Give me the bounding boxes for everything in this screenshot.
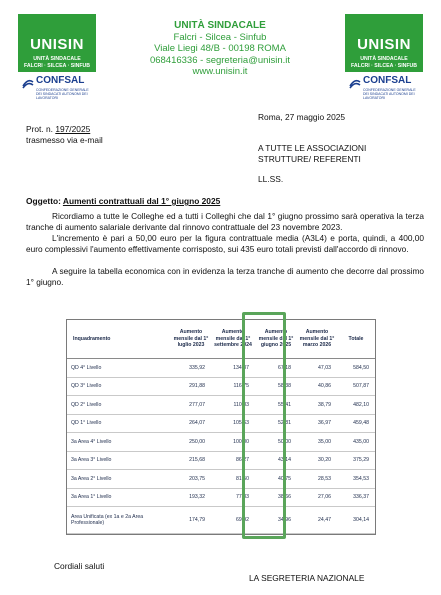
cell-value: 193,32 (171, 488, 211, 507)
confsal-tagline: CONFEDERAZIONE GENERALE DEI SINDACATI AUTONOMI DEI LAVORATORI (363, 88, 416, 100)
cell-value: 55,41 (255, 396, 297, 415)
cell-value: 203,75 (171, 470, 211, 489)
cell-value: 250,00 (171, 433, 211, 452)
cell-value: 277,07 (171, 396, 211, 415)
cell-value: 34,96 (255, 507, 297, 534)
cell-value: 100,00 (211, 433, 255, 452)
cell-value: 43,14 (255, 451, 297, 470)
confsal-swirl-icon (22, 77, 34, 89)
confsal-name: CONFSAL (36, 75, 85, 86)
confsal-swirl-icon (349, 77, 361, 89)
cell-value: 38,66 (255, 488, 297, 507)
logo-brand: UNISIN (357, 36, 411, 53)
table-header-row (67, 320, 375, 359)
cell-value: 335,92 (171, 359, 211, 378)
cell-value: 215,68 (171, 451, 211, 470)
cell-value: 28,53 (297, 470, 337, 489)
cell-value: 38,79 (297, 396, 337, 415)
cell-level: 3a Area 4° Livello (67, 433, 171, 452)
cell-value: 36,97 (297, 414, 337, 433)
letterhead-contacts: 068416336 - segreteria@unisin.it (149, 54, 291, 66)
recipient-line1: A TUTTE LE ASSOCIAZIONI (258, 143, 367, 153)
logo-line1: UNITÀ SINDACALE (360, 56, 408, 62)
cell-level: Area Unificata (ex 1a e 2a Area Professionale) (67, 507, 171, 534)
logo-line1: UNITÀ SINDACALE (33, 56, 81, 62)
table-row (67, 359, 375, 378)
cell-value: 81,50 (211, 470, 255, 489)
cell-value: 27,06 (297, 488, 337, 507)
header-inquadramento: Inquadramento (67, 320, 171, 359)
cell-total: 435,00 (337, 433, 375, 452)
table-row (67, 396, 375, 415)
cell-total: 584,50 (337, 359, 375, 378)
confsal-logo (345, 72, 423, 102)
table-row (67, 507, 375, 534)
recipient-line2: STRUTTURE/ REFERENTI (258, 154, 361, 164)
cell-value: 67,18 (255, 359, 297, 378)
letterhead-website: www.unisin.it (192, 66, 248, 77)
cell-value: 69,92 (211, 507, 255, 534)
subject-label: Oggetto: (26, 196, 61, 206)
cell-value: 291,88 (171, 377, 211, 396)
table-row (67, 433, 375, 452)
table-row (67, 377, 375, 396)
recipient-line3: LL.SS. (258, 174, 284, 184)
confsal-tagline: CONFEDERAZIONE GENERALE DEI SINDACATI AUTONOMI DEI LAVORATORI (36, 88, 89, 100)
cell-level: 3a Area 3° Livello (67, 451, 171, 470)
cell-value: 40,75 (255, 470, 297, 489)
closing-greeting: Cordiali saluti (54, 561, 105, 571)
cell-level: QD 1° Livello (67, 414, 171, 433)
cell-total: 507,87 (337, 377, 375, 396)
cell-level: QD 3° Livello (67, 377, 171, 396)
cell-level: 3a Area 1° Livello (67, 488, 171, 507)
cell-value: 40,86 (297, 377, 337, 396)
letterhead-title: UNITÀ SINDACALE (174, 20, 266, 31)
table-row (67, 488, 375, 507)
cell-value: 52,81 (255, 414, 297, 433)
cell-total: 459,48 (337, 414, 375, 433)
confsal-logo (18, 72, 96, 102)
cell-value: 264,07 (171, 414, 211, 433)
cell-value: 58,38 (255, 377, 297, 396)
logo-line2: FALCRI · SILCEA · SINFUB (23, 63, 91, 69)
header-marzo-2026: Aumento mensile dal 1° marzo 2026 (297, 320, 337, 359)
letterhead-address: Viale Liegi 48/B - 00198 ROMA (154, 43, 286, 54)
confsal-name: CONFSAL (363, 75, 412, 86)
cell-value: 116,75 (211, 377, 255, 396)
cell-total: 304,14 (337, 507, 375, 534)
salary-table-grid (67, 320, 375, 534)
cell-level: 3a Area 2° Livello (67, 470, 171, 489)
logo-line2: FALCRI · SILCEA · SINFUB (350, 63, 418, 69)
cell-value: 30,20 (297, 451, 337, 470)
protocol-number: 197/2025 (55, 124, 91, 134)
cell-value: 174,79 (171, 507, 211, 534)
cell-total: 354,53 (337, 470, 375, 489)
unisin-logo-left (18, 14, 96, 102)
cell-value: 35,00 (297, 433, 337, 452)
cell-value: 50,00 (255, 433, 297, 452)
protocol-label: Prot. n. (26, 124, 53, 134)
salary-table (66, 319, 376, 535)
table-row (67, 414, 375, 433)
subject-text: Aumenti contrattuali dal 1° giugno 2025 (62, 196, 221, 206)
logo-brand: UNISIN (30, 36, 84, 53)
cell-total: 482,10 (337, 396, 375, 415)
header-luglio-2023: Aumento mensile dal 1° luglio 2023 (171, 320, 211, 359)
table-row (67, 470, 375, 489)
protocol-line (26, 124, 90, 135)
signature: LA SEGRETERIA NAZIONALE (249, 573, 365, 583)
letterhead-line1: Falcri - Silcea - Sinfub (173, 31, 267, 43)
cell-level: QD 4° Livello (67, 359, 171, 378)
body-paragraph-1: Ricordiamo a tutte le Colleghe ed a tutti i Colleghi che dal 1° giugno prossimo sarà operativa la terza tranche di aumento salariale derivante dal rinnovo contrattuale del 23 novembre 2023. (26, 211, 424, 232)
header-totale: Totale (337, 320, 375, 359)
letter-date: Roma, 27 maggio 2025 (258, 112, 346, 122)
cell-value: 134,37 (211, 359, 255, 378)
cell-value: 110,83 (211, 396, 255, 415)
cell-value: 77,33 (211, 488, 255, 507)
header-giugno-2025: Aumento mensile dal 1° giugno 2025 (255, 320, 297, 359)
subject-line (26, 196, 220, 207)
cell-value: 24,47 (297, 507, 337, 534)
cell-total: 375,29 (337, 451, 375, 470)
header-settembre-2024: Aumento mensile dal 1° settembre 2024 (211, 320, 255, 359)
unisin-logo-right (345, 14, 423, 102)
cell-level: QD 2° Livello (67, 396, 171, 415)
body-paragraph-2: L'incremento è pari a 50,00 euro per la figura contrattuale media (A3L4) e porta, quindi, a 400,00 euro complessivi l'aumento effettivamente corrisposto, sui 435 euro totali previsti dall'accordo di rinnovo. (26, 233, 424, 254)
table-row (67, 451, 375, 470)
sent-via: trasmesso via e-mail (26, 135, 103, 145)
letterhead (100, 20, 340, 78)
cell-value: 47,03 (297, 359, 337, 378)
body-paragraph-3: A seguire la tabella economica con in evidenza la terza tranche di aumento che decorre dal prossimo 1° giugno. (26, 266, 424, 287)
cell-value: 105,63 (211, 414, 255, 433)
cell-total: 336,37 (337, 488, 375, 507)
cell-value: 86,27 (211, 451, 255, 470)
